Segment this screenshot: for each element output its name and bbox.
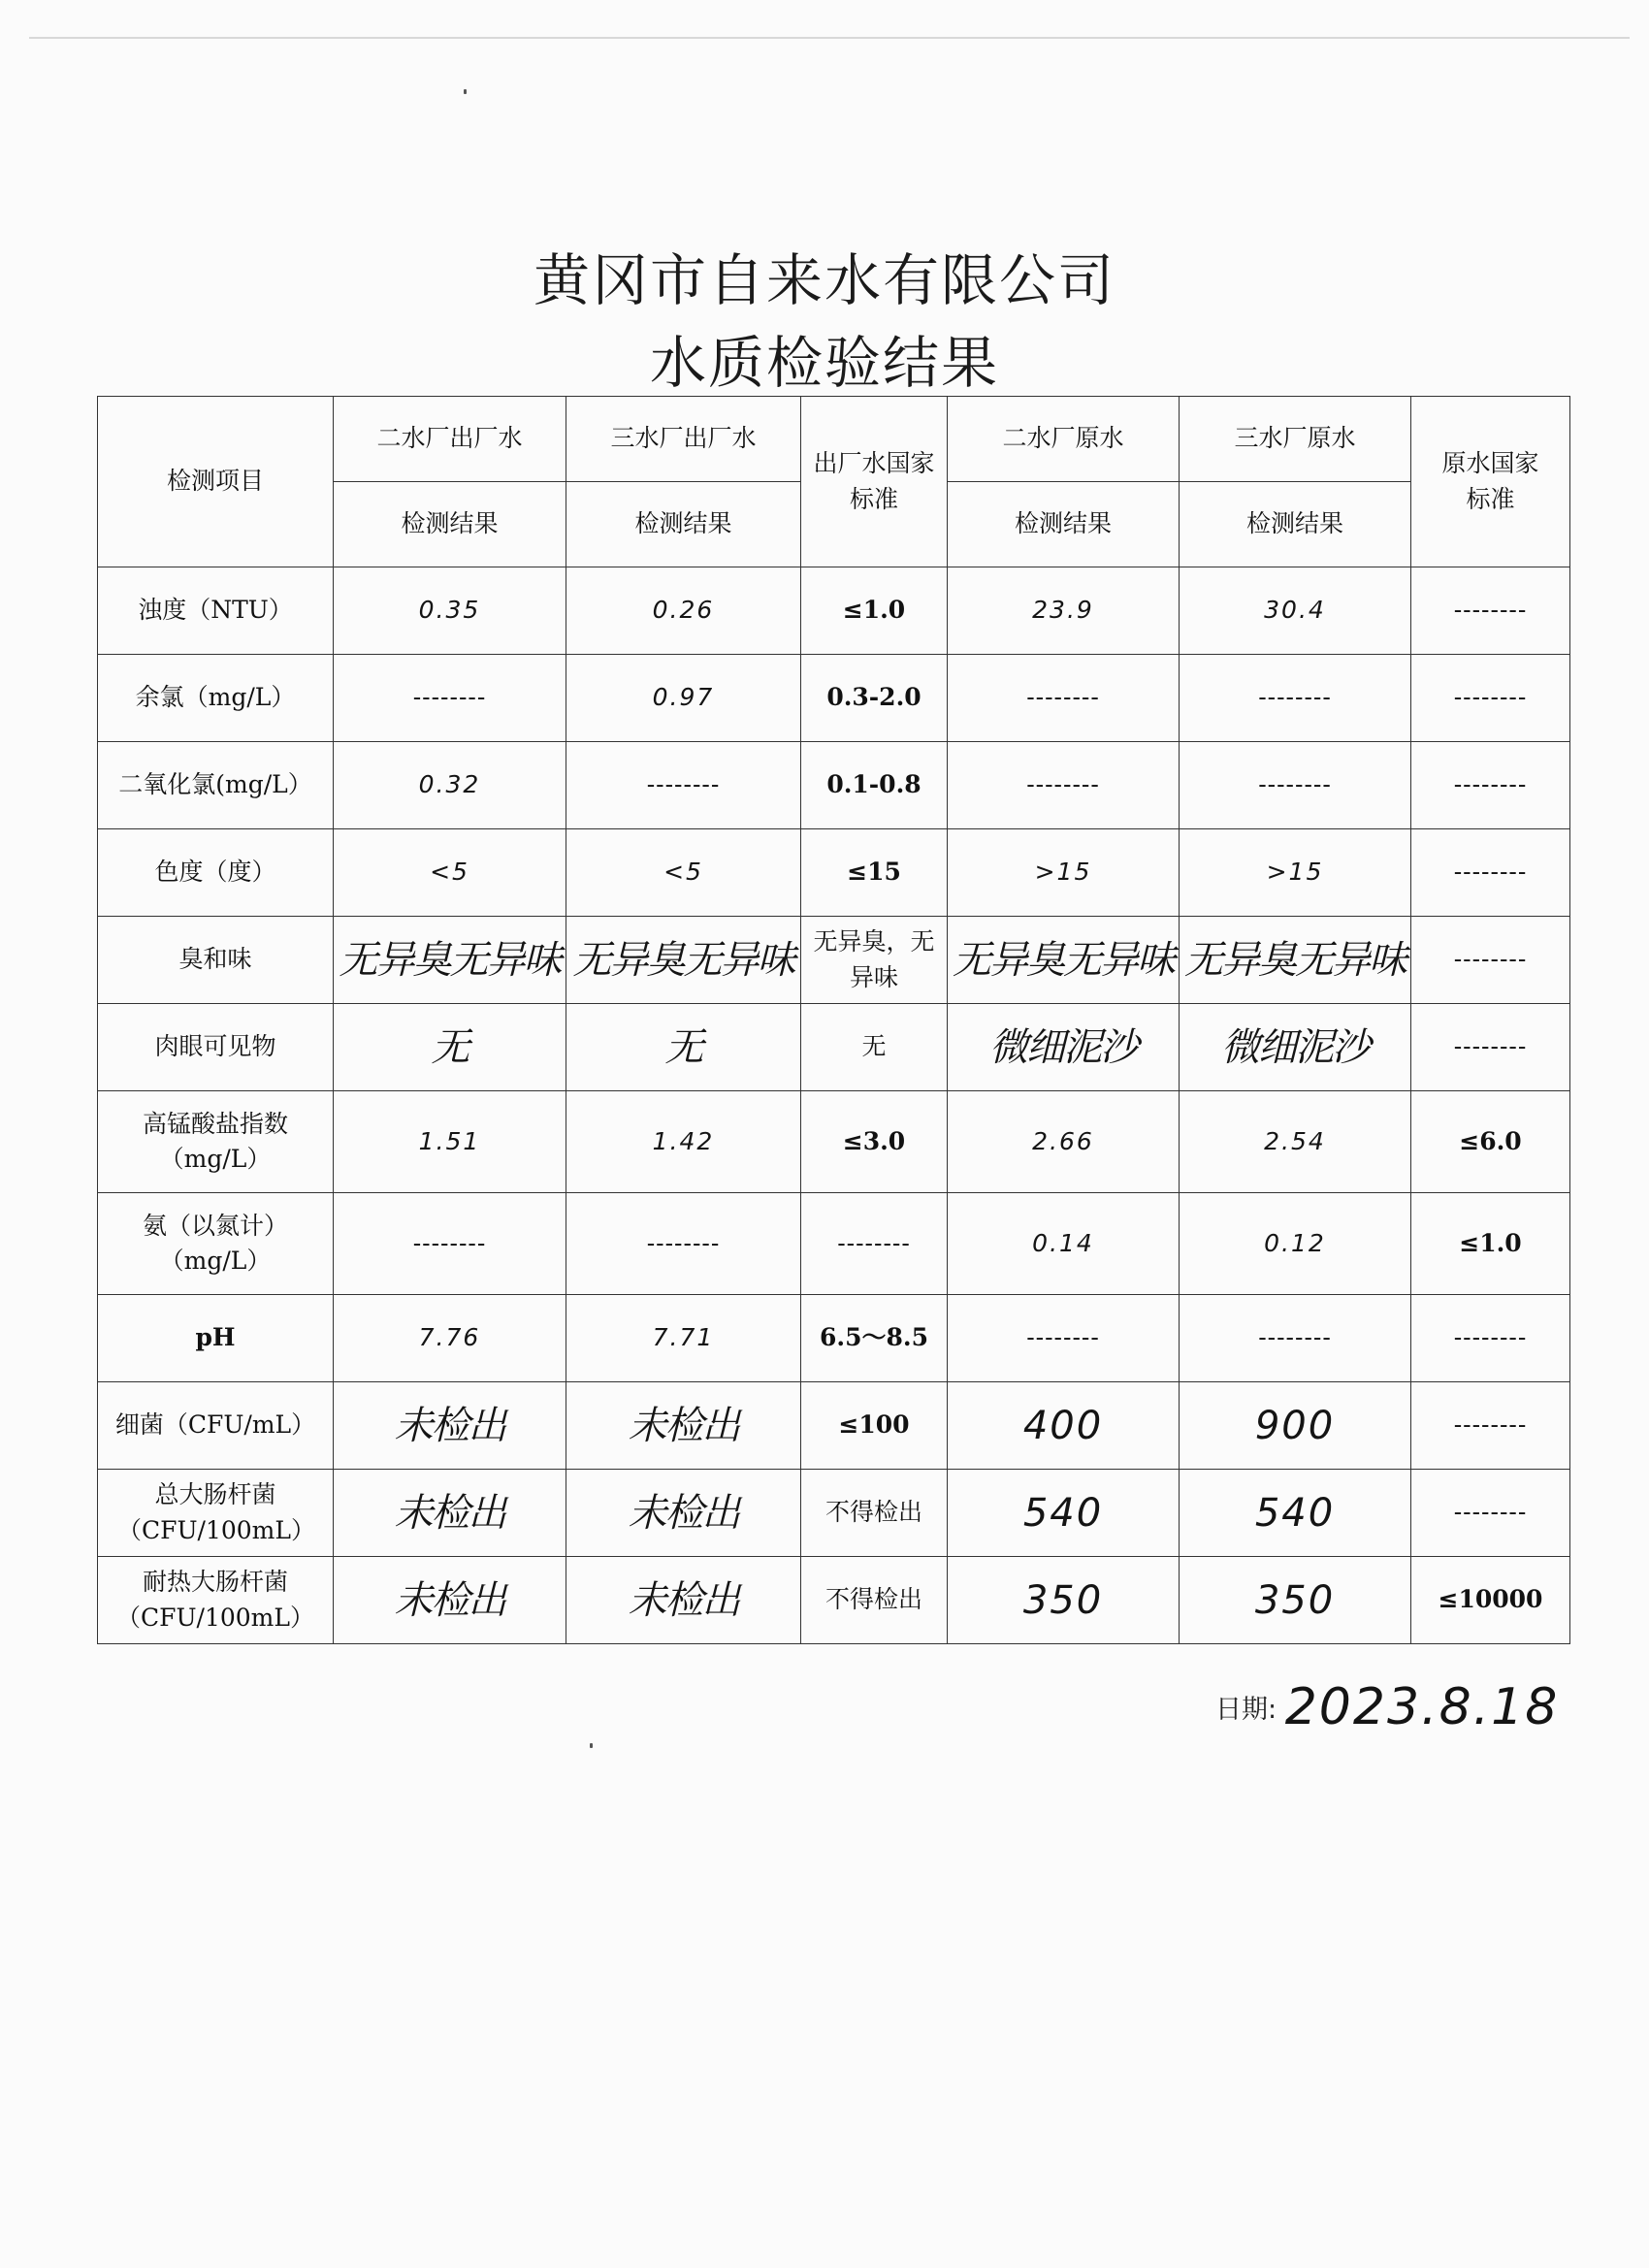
standard-cell: -------- bbox=[1411, 1004, 1570, 1091]
result-cell: -------- bbox=[334, 655, 566, 742]
table-row bbox=[98, 1470, 1570, 1557]
item-label: 色度（度） bbox=[98, 829, 334, 917]
result-cell: 350 bbox=[1180, 1557, 1411, 1644]
result-cell: 未检出 bbox=[566, 1382, 801, 1470]
standard-cell: -------- bbox=[1411, 655, 1570, 742]
header-result: 检测结果 bbox=[566, 482, 801, 567]
item-label: 臭和味 bbox=[98, 917, 334, 1004]
date-value: 2023.8.18 bbox=[1284, 1678, 1560, 1736]
standard-cell: 不得检出 bbox=[801, 1470, 948, 1557]
standard-cell: -------- bbox=[1411, 829, 1570, 917]
standard-cell: 不得检出 bbox=[801, 1557, 948, 1644]
table-row bbox=[98, 742, 1570, 829]
standard-cell: -------- bbox=[1411, 567, 1570, 655]
standard-cell: 无异臭，无异味 bbox=[801, 917, 948, 1004]
result-cell: 540 bbox=[948, 1470, 1180, 1557]
header-plant3-outflow: 三水厂出厂水 bbox=[566, 397, 801, 482]
result-cell: 30.4 bbox=[1180, 567, 1411, 655]
result-cell: <5 bbox=[334, 829, 566, 917]
header-plant2-raw: 二水厂原水 bbox=[948, 397, 1180, 482]
header-result: 检测结果 bbox=[334, 482, 566, 567]
table-row bbox=[98, 567, 1570, 655]
header-row-1 bbox=[98, 397, 1570, 482]
standard-cell: ≤6.0 bbox=[1411, 1091, 1570, 1193]
result-cell: 23.9 bbox=[948, 567, 1180, 655]
standard-cell: -------- bbox=[1411, 1295, 1570, 1382]
result-cell: 微细泥沙 bbox=[1180, 1004, 1411, 1091]
item-label: 总大肠杆菌（CFU/100mL） bbox=[98, 1470, 334, 1557]
company-title: 黄冈市自来水有限公司 bbox=[533, 247, 1116, 313]
header-outflow-standard: 出厂水国家标准 bbox=[801, 397, 948, 567]
standard-cell: 6.5～8.5 bbox=[801, 1295, 948, 1382]
result-cell: 0.97 bbox=[566, 655, 801, 742]
result-cell: 0.14 bbox=[948, 1193, 1180, 1295]
date-label: 日期: bbox=[1215, 1695, 1277, 1725]
standard-cell: ≤15 bbox=[801, 829, 948, 917]
header-result: 检测结果 bbox=[1180, 482, 1411, 567]
table-row bbox=[98, 1295, 1570, 1382]
table-row bbox=[98, 655, 1570, 742]
header-item: 检测项目 bbox=[98, 397, 334, 567]
result-cell: >15 bbox=[1180, 829, 1411, 917]
result-cell: -------- bbox=[1180, 655, 1411, 742]
result-cell: 2.54 bbox=[1180, 1091, 1411, 1193]
result-cell: 350 bbox=[948, 1557, 1180, 1644]
result-cell: 未检出 bbox=[334, 1382, 566, 1470]
standard-cell: ≤3.0 bbox=[801, 1091, 948, 1193]
date-line bbox=[1215, 1678, 1559, 1736]
result-cell: -------- bbox=[566, 1193, 801, 1295]
standard-cell: -------- bbox=[1411, 742, 1570, 829]
item-label: 肉眼可见物 bbox=[98, 1004, 334, 1091]
result-cell: -------- bbox=[948, 1295, 1180, 1382]
result-cell: -------- bbox=[334, 1193, 566, 1295]
standard-cell: 0.1-0.8 bbox=[801, 742, 948, 829]
result-cell: >15 bbox=[948, 829, 1180, 917]
item-label: 余氯（mg/L） bbox=[98, 655, 334, 742]
result-cell: 无 bbox=[334, 1004, 566, 1091]
result-cell: -------- bbox=[948, 742, 1180, 829]
result-cell: 微细泥沙 bbox=[948, 1004, 1180, 1091]
table-row bbox=[98, 1557, 1570, 1644]
result-cell: 0.32 bbox=[334, 742, 566, 829]
table-row bbox=[98, 917, 1570, 1004]
header-result: 检测结果 bbox=[948, 482, 1180, 567]
result-cell: 540 bbox=[1180, 1470, 1411, 1557]
result-cell: 2.66 bbox=[948, 1091, 1180, 1193]
scan-speck bbox=[464, 89, 467, 94]
result-cell: 无异臭无异味 bbox=[566, 917, 801, 1004]
standard-cell: -------- bbox=[1411, 917, 1570, 1004]
result-cell: 无异臭无异味 bbox=[334, 917, 566, 1004]
report-title: 水质检验结果 bbox=[649, 330, 999, 396]
result-cell: 0.35 bbox=[334, 567, 566, 655]
result-cell: 未检出 bbox=[566, 1470, 801, 1557]
header-plant3-raw: 三水厂原水 bbox=[1180, 397, 1411, 482]
result-cell: 900 bbox=[1180, 1382, 1411, 1470]
result-cell: 0.12 bbox=[1180, 1193, 1411, 1295]
table-row bbox=[98, 1193, 1570, 1295]
result-cell: -------- bbox=[948, 655, 1180, 742]
result-cell: 7.71 bbox=[566, 1295, 801, 1382]
result-cell: -------- bbox=[566, 742, 801, 829]
item-label: 二氧化氯(mg/L） bbox=[98, 742, 334, 829]
standard-cell: -------- bbox=[801, 1193, 948, 1295]
header-raw-standard: 原水国家标准 bbox=[1411, 397, 1570, 567]
standard-cell: ≤100 bbox=[801, 1382, 948, 1470]
scan-speck bbox=[590, 1743, 593, 1748]
result-cell: 400 bbox=[948, 1382, 1180, 1470]
result-cell: 7.76 bbox=[334, 1295, 566, 1382]
result-cell: 无异臭无异味 bbox=[948, 917, 1180, 1004]
water-quality-table bbox=[97, 396, 1570, 1644]
result-cell: 未检出 bbox=[566, 1557, 801, 1644]
item-label: 细菌（CFU/mL） bbox=[98, 1382, 334, 1470]
result-cell: 0.26 bbox=[566, 567, 801, 655]
result-cell: -------- bbox=[1180, 742, 1411, 829]
table-row bbox=[98, 1091, 1570, 1193]
table-row bbox=[98, 1382, 1570, 1470]
standard-cell: 无 bbox=[801, 1004, 948, 1091]
item-label: 氨（以氮计）（mg/L） bbox=[98, 1193, 334, 1295]
result-cell: 1.51 bbox=[334, 1091, 566, 1193]
result-cell: 未检出 bbox=[334, 1470, 566, 1557]
item-label: 高锰酸盐指数（mg/L） bbox=[98, 1091, 334, 1193]
result-cell: <5 bbox=[566, 829, 801, 917]
result-cell: -------- bbox=[1180, 1295, 1411, 1382]
standard-cell: ≤1.0 bbox=[1411, 1193, 1570, 1295]
item-label: 浊度（NTU） bbox=[98, 567, 334, 655]
item-label: 耐热大肠杆菌（CFU/100mL） bbox=[98, 1557, 334, 1644]
result-cell: 1.42 bbox=[566, 1091, 801, 1193]
header-plant2-outflow: 二水厂出厂水 bbox=[334, 397, 566, 482]
standard-cell: -------- bbox=[1411, 1382, 1570, 1470]
standard-cell: 0.3-2.0 bbox=[801, 655, 948, 742]
result-cell: 未检出 bbox=[334, 1557, 566, 1644]
table-row bbox=[98, 829, 1570, 917]
result-cell: 无 bbox=[566, 1004, 801, 1091]
standard-cell: ≤10000 bbox=[1411, 1557, 1570, 1644]
standard-cell: -------- bbox=[1411, 1470, 1570, 1557]
table-row bbox=[98, 1004, 1570, 1091]
result-cell: 无异臭无异味 bbox=[1180, 917, 1411, 1004]
standard-cell: ≤1.0 bbox=[801, 567, 948, 655]
item-label: pH bbox=[98, 1295, 334, 1382]
scan-top-edge-line bbox=[29, 37, 1630, 39]
